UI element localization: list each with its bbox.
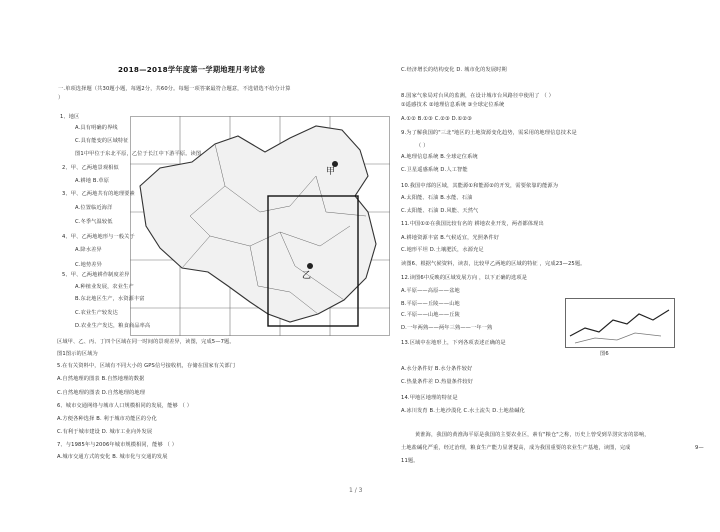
left-text-line: 7、与1985年与2006年城市规模相同，能够 （ ） [57,442,178,448]
right-text-line: A.地理信息系统 B.全球定位系统 [401,154,478,160]
right-text-line: 13.区域中在地形上，下列各项表述正确的是 [401,340,506,346]
left-text-line: C.地势差异 [75,262,102,268]
right-text-line: B.平原——丘陵——山地 [401,301,460,307]
right-text-line: 土地盐碱化严重，经过治理，粮食生产能力显著提高，成为我国重要的农业生产基地，读图，完成 [401,445,631,451]
left-text-line: 5、甲、乙两地耕作制度差异 [62,272,130,278]
left-text-line: A.自然地理的图表 B.自然地理的数据 [57,376,145,382]
right-text-line: D.一年两熟——两年三熟——一年一熟 [401,325,493,331]
left-text-line: B.东北地区生产，水资源丰富 [75,296,145,302]
right-text-line: C.热量条件差 D.热量条件较好 [401,379,474,385]
right-text-line: A.平原——高原——盆地 [401,288,460,294]
left-text-line: A.方便各种选择 B. 利于城市功能区的分化 [57,416,157,422]
right-text-line: ①遥感技术 ②地理信息系统 ③全球定位系统 [401,102,505,108]
left-text-line: A.城市交通方式的变化 B. 城市化与交通的发展 [57,454,168,460]
right-text-line: A.耕地资源丰富 B.气候适宜，光照条件好 [401,235,500,241]
left-text-line: 4、甲、乙两地地形与一般关于 [62,234,135,240]
right-text-line: （ ） [416,143,429,149]
region-label-a: 甲 [326,167,336,177]
left-text-line: A.耕地 B.草原 [75,178,110,184]
right-text-line: C.经济增长的结构变化 D. 城市化的发展时期 [401,67,507,73]
left-text-line: 2、甲、乙两地景观相似 [62,165,119,171]
right-text-line: 9.为了解我国的"三北"地区的土地资源变化趋势，需采用的地理信息技术是 [401,130,577,136]
china-map-figure [130,116,390,336]
left-text-line: A.具有明确的界线 [75,125,118,131]
left-text-line: C.冬季气温较低 [75,219,113,225]
right-text-line: C.平原——山地——丘陵 [401,312,460,318]
left-text-line: 区域甲、乙、丙、丁四个区域在同一时间的景观差异，读图，完成5—7题。 [57,339,235,345]
figure-6-map [565,298,675,348]
right-text-line: 10.我国中部的区域，其能源①和能源②的开发，需要依靠的能源为 [401,183,559,189]
left-text-line: 图1图示的区域为 [57,351,98,357]
right-text-line: 12.读图6中反映的区域发展方向 ，以下正确的选项是 [401,275,528,281]
left-text-line: 5.在有关资料中，区域有不同大小的 GPS信号接收机，存储在国家有关部门 [57,363,236,369]
right-text-line: 读图6、根据气候资料，读表，比较甲乙两地的区域的特征 ，完成23—25题。 [401,261,586,267]
page-title: 2018—2018学年度第一学期地理月考试卷 [118,65,266,74]
left-text-line: C.自然地理的图表 D.自然地理的地理 [57,390,146,396]
right-text-line: C.太阳能、石油 D.风能、天然气 [401,208,479,214]
right-text-line: 图6 [600,351,609,357]
right-text-line: 9— [695,445,704,451]
right-text-line: C.地形平坦 D.土壤肥沃，水源充足 [401,247,484,253]
right-text-line: A.太阳能、石油 B.水能、石油 [401,195,473,201]
right-text-line: 黄淮海，我国的黄淮海平原是我国的主要农业区，素有"粮仓"之称，历史上曾受到旱涝灾害的影响， [415,432,650,438]
left-text-line: D.农业生产发达，粮食商品率高 [75,323,151,329]
left-text-line: A.位置临近海洋 [75,205,113,211]
right-text-line: C.卫星遥感系统 D.人工智能 [401,167,468,173]
left-text-line: 6、城市交通网络与城市人口规模相同的发展，能够 （ ） [57,403,193,409]
right-text-line: A.①② B.①③ C.②③ D.①②③ [401,116,473,122]
right-text-line: 8.国家气象局对台风的监测，在设计城市台风路径中使用了 （ ） [401,93,554,99]
left-text-line: C.有利于城市建设 D. 城市工业向外发展 [57,429,153,435]
left-text-line: 3、甲、乙两地共有的地理要素 [62,191,135,197]
left-text-line: C.具有能变的区域特征 [75,138,129,144]
left-text-line: C.农业生产较发达 [75,310,118,316]
page-number: 1 / 3 [349,487,363,494]
right-text-line: A.水分条件好 B.水分条件较好 [401,366,473,372]
left-text-line: ） [58,95,64,101]
right-text-line: 11题。 [401,458,419,464]
right-text-line: A.冰川发育 B.土地沙漠化 C.水土流失 D.土地盐碱化 [401,408,525,414]
right-text-line: 14.甲地区地理的特征是 [401,395,458,401]
left-text-line: 1、地区 [60,114,80,120]
left-text-line: A.种植业发展，农业生产 [75,284,134,290]
right-text-line: 11.中国①②在我国比较有名的 耕地农业开发，两者都体现出 [401,221,544,227]
left-text-line: 一.单项选择题（共30题小题，每题2分，共60分。每题一项答案最符合题意，不选错选不给分计算 [58,86,291,92]
left-text-line: A.降水差异 [75,247,102,253]
left-text-line: 图1中甲位于东北平原，乙位于长江中下游平原。读图 [75,151,202,157]
region-label-b: 乙 [302,271,312,281]
